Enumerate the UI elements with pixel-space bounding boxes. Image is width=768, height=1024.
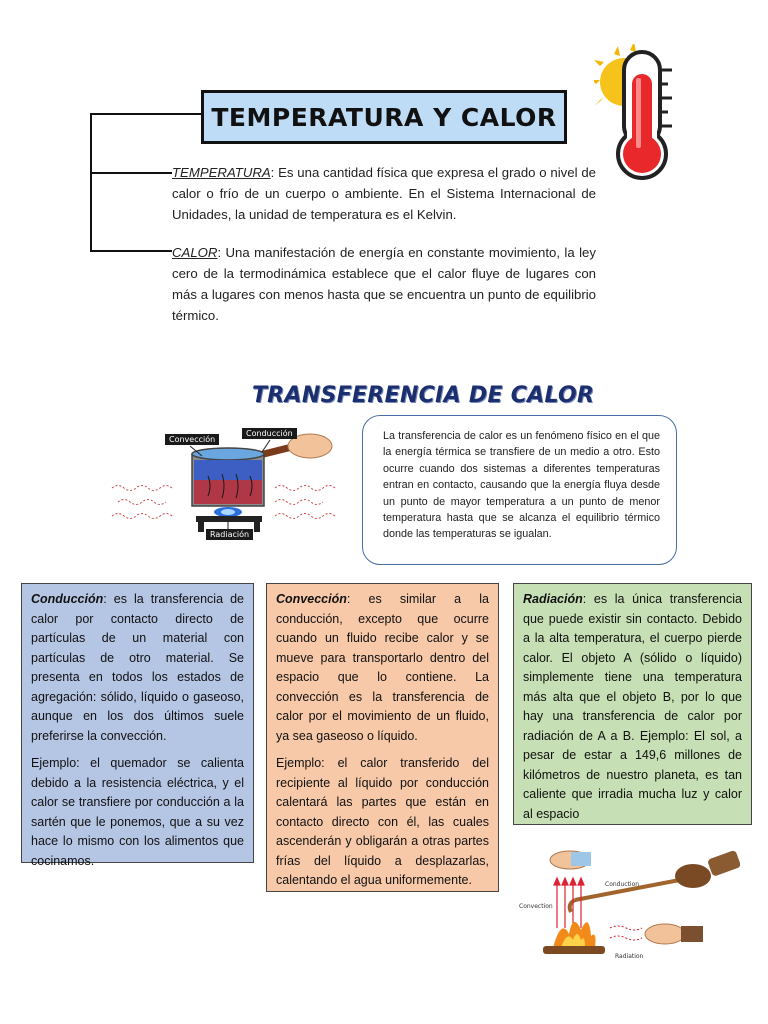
label-conveccion: Convección xyxy=(165,434,219,445)
card-conveccion xyxy=(266,583,499,892)
bracket-line xyxy=(90,113,202,115)
card-conveccion-definition xyxy=(276,590,489,746)
term-calor: CALOR xyxy=(172,245,218,260)
definition-temperatura xyxy=(172,162,596,225)
definition-text: : Una manifestación de energía en constante movimiento, la ley cero de la termodinámica establece que el calor fluye de lugares con más a lugares con menos hasta que se encuentra un punto de equilibrio térmico. xyxy=(172,245,596,323)
term-radiacion: Radiación xyxy=(523,592,583,606)
title-box xyxy=(201,90,567,144)
label-radiacion: Radiación xyxy=(206,529,253,540)
section-title: TRANSFERENCIA DE CALOR xyxy=(252,383,595,408)
card-text: : es similar a la conducción, excepto que ocurre cuando un fluido recibe calor y se mueve para transportarlo dentro del espacio que lo contiene. La convección es la transferencia de calor por el movimiento de un fluido, ya sea gaseoso o líquido. xyxy=(276,592,489,743)
term-conveccion: Convección xyxy=(276,592,347,606)
pot-drawing xyxy=(110,416,360,546)
transfer-description: La transferencia de calor es un fenómeno físico en el que la energía térmica se transfiere de un medio a otro. Esto ocurre cuando dos sistemas a diferentes temperaturas entran en contacto, causando que la energía fluya desde un punto de mayor temperatura a un punto de menor temperatura hasta que se alcanza el equilibrio térmico donde las temperaturas se igualan. xyxy=(383,430,660,541)
hands-label-conduction: Conduction xyxy=(605,881,640,888)
hands-label-radiation: Radiation xyxy=(615,953,644,960)
card-radiacion xyxy=(513,583,752,825)
card-conduccion-example: Ejemplo: el quemador se calienta debido a la resistencia eléctrica, y el calor se transfiere por conducción a la sartén que le ponemos, que a su vez hace lo mismo con los alimentos que cocinamos. xyxy=(31,756,244,868)
card-conduccion-definition xyxy=(31,590,244,746)
hands-illustration xyxy=(515,838,740,963)
bracket-line xyxy=(90,250,172,252)
thermometer-sun-icon xyxy=(594,44,684,184)
label-conduccion: Conducción xyxy=(242,428,297,439)
term-temperatura: TEMPERATURA xyxy=(172,165,271,180)
pot-illustration xyxy=(110,416,360,546)
bracket-line xyxy=(90,113,92,251)
definition-calor xyxy=(172,242,596,326)
bracket-line xyxy=(90,172,172,174)
term-conduccion: Conducción xyxy=(31,592,104,606)
definition-text: : Es una cantidad física que expresa el grado o nivel de calor o frío de un cuerpo o ambiente. En el Sistema Internacional de Unidades, la unidad de temperatura es el Kelvin. xyxy=(172,165,596,222)
card-text: : es la transferencia de calor por contacto directo de partículas de un material con partículas de otro material. Se presenta en todos los estados de agregación: sólido, líquido o gaseoso, aunque en los dos últimos suele preferirse la convección. xyxy=(31,592,244,743)
card-text: : es la única transferencia que puede existir sin contacto. Debido a la alta temperatura, el cuerpo pierde calor. El objeto A (sólido o líquido) simplemente tiene una temperatura más alta que el objeto B, por lo que hay una transferencia de calor por radiación de A a B. Ejemplo: El sol, a pesar de estar a 149,6 millones de kilómetros de nuestro planeta, es tan caliente que irradia mucha luz y calor al espacio xyxy=(523,592,742,821)
transfer-description-box xyxy=(362,415,677,565)
page-title: TEMPERATURA Y CALOR xyxy=(211,102,557,132)
card-conduccion xyxy=(21,583,254,868)
card-conveccion-example: Ejemplo: el calor transferido del recipiente al líquido por conducción calentará las partes que están en contacto directo con él, las cuales ascenderán y obligarán a otras partes frías del líquido a desplazarlas, calentando el agua uniformemente. xyxy=(276,756,489,887)
card-radiacion-definition xyxy=(523,590,742,824)
hands-label-convection: Convection xyxy=(519,903,553,910)
